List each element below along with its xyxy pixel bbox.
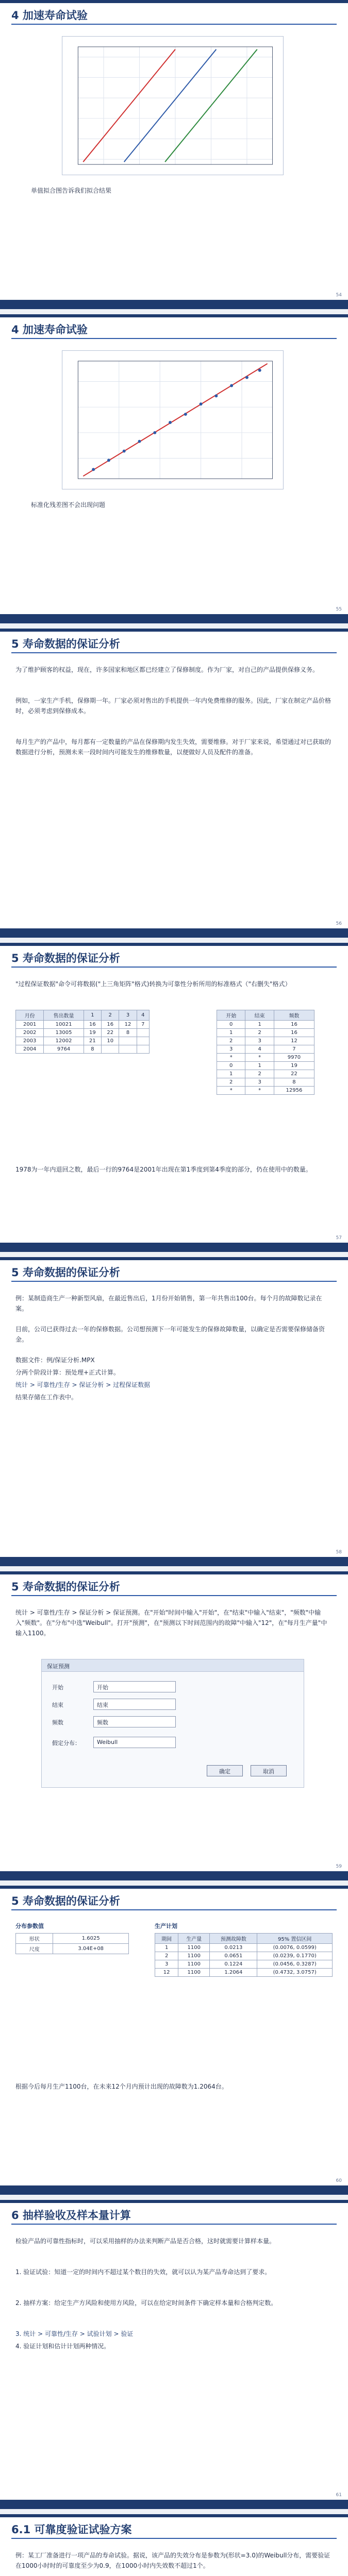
table-cell: 0.0651 <box>210 1952 257 1960</box>
slide-footer <box>0 1550 348 1566</box>
title-rule <box>11 1281 337 1282</box>
table-cell: 2003 <box>16 1037 44 1045</box>
table-cell: 12 <box>274 1037 314 1045</box>
slide-title: 5 寿命数据的保证分析 <box>11 1266 120 1279</box>
table-cell: 16 <box>274 1021 314 1029</box>
slide-6 <box>0 1571 348 1880</box>
table-header-cell: 2 <box>102 1010 119 1021</box>
probability-plot-image <box>62 36 284 175</box>
slide-caption: 单值拟合图告诉我们拟合结果 <box>31 187 112 194</box>
slide-2 <box>0 314 348 623</box>
table-header-cell: 95% 置信区间 <box>257 1934 333 1944</box>
slide-5 <box>0 1257 348 1566</box>
table-cell: 22 <box>274 1070 314 1078</box>
table-cell: 12002 <box>44 1037 84 1045</box>
footnote: 1978为一年内退回之数，最后一行的9764是2001年出现在第1季度到第4季度的部分，仍在使用中的数量。 <box>15 1166 312 1173</box>
table-cell: 尺度 <box>16 1944 53 1954</box>
frequency-field[interactable]: 频数 <box>93 1716 176 1727</box>
table-header-cell: 预测故障数 <box>210 1934 257 1944</box>
slide-accent <box>0 2200 348 2203</box>
table-cell <box>102 1045 119 1054</box>
paragraph: 数据文件：例/保证分析.MPX <box>15 1357 95 1364</box>
table-cell: 1 <box>217 1029 245 1037</box>
table-cell: 3 <box>245 1037 274 1045</box>
table-header-row <box>217 1010 314 1021</box>
table-row <box>217 1037 314 1045</box>
paragraph: 目前，公司已获得过去一年的保修数据。公司想预测下一年可能发生的保修故障数量，以确定是否需要保修储备资金。 <box>15 1326 325 1343</box>
slide-footer <box>0 2493 348 2509</box>
menu-path: 3. 统计 > 可靠性/生存 > 试验计划 > 验证 <box>15 2330 134 2337</box>
prediction-table <box>155 1933 333 1977</box>
slide-accent <box>0 1571 348 1574</box>
table-cell: 0 <box>217 1062 245 1070</box>
table-header-cell: 月份 <box>16 1010 44 1021</box>
paragraph: 每月生产的产品中，每月都有一定数量的产品在保修期内发生失效，需要维修。对于厂家来说，希望通过对已获取的数据进行分析，预测未来一段时间内可能发生的维修数量，以便做好人员及配件的准备。 <box>15 738 332 756</box>
slide-9 <box>0 2514 348 2576</box>
table-header-cell: 售出数量 <box>44 1010 84 1021</box>
table-row <box>217 1087 314 1095</box>
paragraph: 2. 抽样方案：给定生产方风险和使用方风险，可以在给定时间条件下确定样本量和合格判定数。 <box>15 2299 277 2307</box>
title-rule <box>11 652 337 653</box>
table-cell: 16 <box>102 1021 119 1029</box>
table-cell: 0.1224 <box>210 1960 257 1969</box>
field-label: 开始 <box>52 1684 63 1691</box>
title-rule <box>11 1909 337 1910</box>
table-cell: 2 <box>155 1952 178 1960</box>
table-row <box>155 1944 333 1952</box>
table-cell: 12 <box>119 1021 137 1029</box>
end-field[interactable]: 结束 <box>93 1699 176 1710</box>
table-cell: 1 <box>155 1944 178 1952</box>
title-rule <box>11 2538 337 2539</box>
table-cell: 12956 <box>274 1087 314 1095</box>
page-number: 57 <box>336 1235 342 1241</box>
paragraph: 结果存储在工作表中。 <box>15 1394 78 1401</box>
table-cell: 1.2064 <box>210 1969 257 1977</box>
table-cell: 形状 <box>16 1934 53 1944</box>
table-cell: 12 <box>155 1969 178 1977</box>
slide-footer <box>0 2178 348 2195</box>
field-label: 结束 <box>52 1702 63 1708</box>
paragraph: 检验产品的可靠性指标时，可以采用抽样的办法来判断产品是否合格，这时就需要计算样本量。 <box>15 2238 276 2245</box>
table-header-cell: 频数 <box>274 1010 314 1021</box>
dialog-titlebar <box>42 1659 304 1672</box>
section-heading: 分布参数值 <box>15 1923 44 1929</box>
table-cell <box>137 1037 149 1045</box>
table-row <box>217 1070 314 1078</box>
slide-footer <box>0 293 348 309</box>
page-number: 61 <box>336 2493 342 2498</box>
slide-8 <box>0 2200 348 2509</box>
field-label: 频数 <box>52 1719 63 1726</box>
paragraph: 例：某制造商生产一种新型风扇，在最近售出后，1月份开始销售，第一年共售出100台。每个月的故障数记录在案。 <box>15 1295 322 1312</box>
table-cell: 2 <box>245 1070 274 1078</box>
slide-title: 5 寿命数据的保证分析 <box>11 1581 120 1593</box>
table-row <box>217 1021 314 1029</box>
right-censored-table <box>217 1010 314 1095</box>
table-cell: 19 <box>84 1029 101 1037</box>
table-row <box>16 1021 150 1029</box>
table-cell <box>137 1045 149 1054</box>
section-heading: 生产计划 <box>155 1923 177 1929</box>
table-cell: 3 <box>245 1078 274 1087</box>
table-cell: * <box>217 1054 245 1062</box>
table-row <box>217 1045 314 1054</box>
table-cell: * <box>217 1087 245 1095</box>
page-number: 60 <box>336 2178 342 2183</box>
page-number: 59 <box>336 1864 342 1869</box>
table-header-cell: 1 <box>84 1010 101 1021</box>
slide-accent <box>0 314 348 317</box>
slide-footer <box>0 921 348 938</box>
slide-title: 4 加速寿命试验 <box>11 324 88 336</box>
slide-footer <box>0 607 348 623</box>
slide-accent <box>0 629 348 632</box>
table-cell: 1 <box>217 1070 245 1078</box>
table-cell: 8 <box>274 1078 314 1087</box>
residual-plot-image <box>62 350 284 489</box>
table-cell: 2 <box>217 1037 245 1045</box>
slide-accent <box>0 1257 348 1260</box>
table-cell: (0.0076, 0.0599) <box>257 1944 333 1952</box>
slide-title: 5 寿命数据的保证分析 <box>11 1895 120 1907</box>
table-cell: 8 <box>119 1029 137 1037</box>
ok-button[interactable]: 确定 <box>207 1765 243 1776</box>
table-row <box>217 1078 314 1087</box>
start-field[interactable]: 开始 <box>93 1681 176 1692</box>
slide-3 <box>0 629 348 938</box>
table-cell <box>137 1029 149 1037</box>
table-cell: 8 <box>84 1045 101 1054</box>
table-row <box>217 1062 314 1070</box>
table-row <box>16 1037 150 1045</box>
table-row <box>16 1944 129 1954</box>
title-rule <box>11 338 337 339</box>
slide-footer <box>0 1864 348 1880</box>
distribution-select[interactable]: Weibull <box>93 1737 176 1748</box>
page-number: 54 <box>336 293 342 298</box>
table-cell: 1 <box>245 1062 274 1070</box>
table-cell: 2 <box>245 1029 274 1037</box>
slide-accent <box>0 943 348 946</box>
title-rule <box>11 24 337 25</box>
paragraph: 为了维护顾客的权益，现在，许多国家和地区都已经建立了保修制度。作为厂家，对自己的产品提供保修义务。 <box>15 666 319 673</box>
slide-title: 4 加速寿命试验 <box>11 9 88 22</box>
paragraph: 统计 > 可靠性/生存 > 保证分析 > 保证预测。在"开始"时间中输入"开始"，在"结束"中输入"结束"，"频数"中输入"频数"。在"分布"中选"Weibull"。打开"预测"，在"预测以下时间范围内的故障"中输入"12"，在"每月生产量"中输入1100。 <box>15 1609 327 1637</box>
table-cell: 2004 <box>16 1045 44 1054</box>
title-rule <box>11 2224 337 2225</box>
table-cell: 1100 <box>178 1960 210 1969</box>
table-cell: 0 <box>217 1021 245 1029</box>
table-cell <box>119 1037 137 1045</box>
slide-title: 6.1 可靠度验证试验方案 <box>11 2523 132 2536</box>
table-cell: 7 <box>274 1045 314 1054</box>
table-cell: 21 <box>84 1037 101 1045</box>
table-header-cell: 3 <box>119 1010 137 1021</box>
table-header-cell: 结束 <box>245 1010 274 1021</box>
distribution-label: 假定分布： <box>52 1740 80 1747</box>
table-cell: 4 <box>245 1045 274 1054</box>
table-cell: 3 <box>217 1045 245 1054</box>
slide-accent <box>0 2514 348 2517</box>
table-cell: 9764 <box>44 1045 84 1054</box>
table-cell: (0.0456, 0.3287) <box>257 1960 333 1969</box>
table-row <box>217 1029 314 1037</box>
table-cell: (0.4732, 3.0757) <box>257 1969 333 1977</box>
table-cell <box>119 1045 137 1054</box>
table-cell: 16 <box>84 1021 101 1029</box>
slide-caption: 标准化残差图不会出现问题 <box>31 501 106 509</box>
page-number: 58 <box>336 1550 342 1555</box>
table-cell: 1100 <box>178 1944 210 1952</box>
table-cell: * <box>245 1087 274 1095</box>
table-cell: 10021 <box>44 1021 84 1029</box>
slide-accent <box>0 0 348 3</box>
paragraph: 分两个阶段计算：预处理+正式计算。 <box>15 1369 120 1376</box>
slide-title: 5 寿命数据的保证分析 <box>11 952 120 964</box>
table-cell: 3.04E+08 <box>53 1944 129 1954</box>
slide-1 <box>0 0 348 309</box>
table-row <box>217 1054 314 1062</box>
table-cell: 2 <box>217 1078 245 1087</box>
table-row <box>16 1934 129 1944</box>
table-row <box>155 1960 333 1969</box>
paragraph: 例如，一家生产手机，保修期一年。厂家必须对售出的手机提供一年内免费维修的服务。因此，厂家在制定产品价格时，必须考虑到保修成本。 <box>15 697 332 715</box>
table-header-cell: 开始 <box>217 1010 245 1021</box>
page-number: 55 <box>336 607 342 612</box>
dialog-title: 保证预测 <box>47 1663 70 1670</box>
slide-accent <box>0 1886 348 1889</box>
table-cell: 10 <box>102 1037 119 1045</box>
table-cell: 2002 <box>16 1029 44 1037</box>
slide-4 <box>0 943 348 1252</box>
table-header-row <box>16 1010 150 1021</box>
paragraph: 4. 验证计划和估计计划两种情况。 <box>15 2343 110 2350</box>
paragraph: 例：某工厂准备进行一项产品的寿命试验。据说，该产品的失效分布是参数为(形状=3.0)的Weibull分布，需要验证在1000小时时的可靠度至少为0.9，在1000小时内失效数不超过1个。 <box>15 2552 330 2569</box>
table-header-cell: 4 <box>137 1010 149 1021</box>
cancel-button[interactable]: 取消 <box>251 1765 287 1776</box>
table-header-cell: 期间 <box>155 1934 178 1944</box>
title-rule <box>11 967 337 968</box>
slide-title: 6 抽样验收及样本量计算 <box>11 2209 131 2222</box>
table-header-cell: 生产量 <box>178 1934 210 1944</box>
page-number: 56 <box>336 921 342 926</box>
table-header-row <box>155 1934 333 1944</box>
paragraph: 1. 验证试验：知道一定的时间内不超过某个数目的失效，就可以认为某产品寿命达到了要求。 <box>15 2268 271 2276</box>
table-row <box>155 1969 333 1977</box>
table-cell: 1.6025 <box>53 1934 129 1944</box>
table-row <box>155 1952 333 1960</box>
table-cell: 22 <box>102 1029 119 1037</box>
conclusion: 根据今后每月生产1100台，在未来12个月内预计出现的故障数为1.2064台。 <box>15 2083 228 2090</box>
table-cell: 3 <box>155 1960 178 1969</box>
paragraph: "过程保证数据"命令可将数据("上三角矩阵"格式)转换为可靠性分析所用的标准格式（"右删失"格式） <box>15 980 291 988</box>
table-cell: 7 <box>137 1021 149 1029</box>
table-cell: 13005 <box>44 1029 84 1037</box>
table-cell: 2001 <box>16 1021 44 1029</box>
table-row <box>16 1045 150 1054</box>
table-cell: 19 <box>274 1062 314 1070</box>
parameter-table <box>15 1933 129 1954</box>
title-rule <box>11 1595 337 1596</box>
table-cell: 1100 <box>178 1969 210 1977</box>
upper-triangle-table <box>15 1010 150 1054</box>
slide-7 <box>0 1886 348 2195</box>
warranty-dialog <box>41 1659 304 1788</box>
slide-title: 5 寿命数据的保证分析 <box>11 638 120 650</box>
table-cell: 1 <box>245 1021 274 1029</box>
table-row <box>16 1029 150 1037</box>
table-cell: 0.0213 <box>210 1944 257 1952</box>
table-cell: 1100 <box>178 1952 210 1960</box>
table-cell: 9970 <box>274 1054 314 1062</box>
table-cell: (0.0239, 0.1770) <box>257 1952 333 1960</box>
table-cell: 16 <box>274 1029 314 1037</box>
table-cell: * <box>245 1054 274 1062</box>
slide-footer <box>0 1235 348 1252</box>
menu-path: 统计 > 可靠性/生存 > 保证分析 > 过程保证数据 <box>15 1381 151 1388</box>
